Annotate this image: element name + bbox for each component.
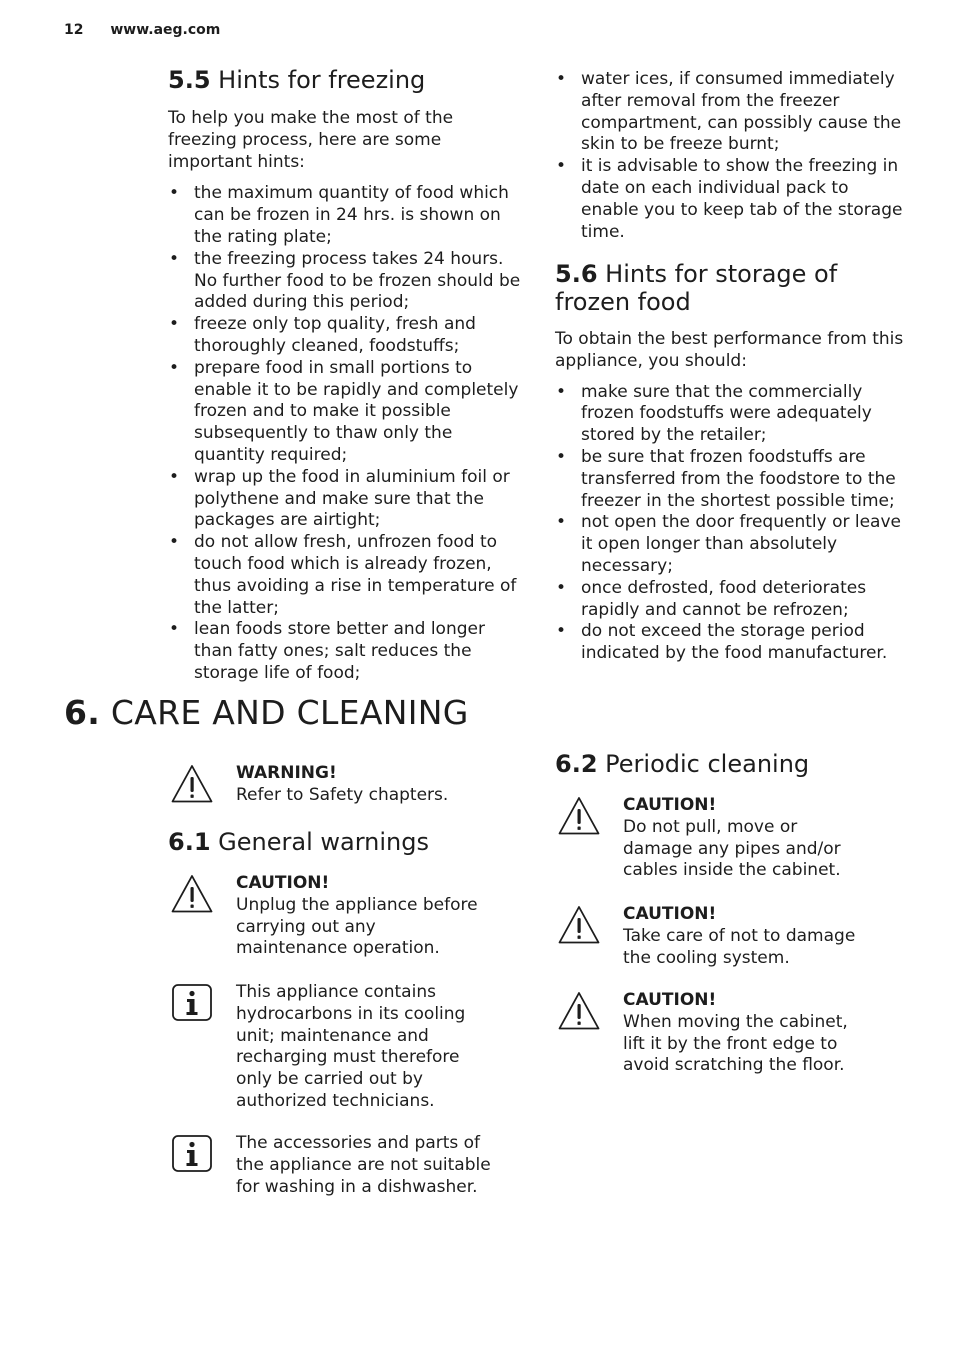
info-icon <box>170 1133 214 1177</box>
page-header <box>64 22 220 38</box>
warning-triangle-icon <box>170 763 214 807</box>
section-6-1 <box>168 828 524 856</box>
section-6-2-heading <box>555 750 911 778</box>
list-item: • the maximum quantity of food which can be frozen in 24 hrs. is shown on the rating plate; <box>168 183 524 248</box>
chapter-6-heading <box>64 693 469 733</box>
caution-text: Take care of not to damage the cooling system. <box>623 925 856 968</box>
warning-triangle-icon <box>557 904 601 948</box>
section-title: General warnings <box>218 828 429 856</box>
list-item: • not open the door frequently or leave it open longer than absolutely necessary; <box>555 512 911 577</box>
section-title: Periodic cleaning <box>605 750 810 778</box>
list-item: • lean foods store better and longer than fatty ones; salt reduces the storage life of food; <box>168 619 524 684</box>
caution-text: Unplug the appliance before carrying out any maintenance operation. <box>236 894 478 959</box>
chapter-number: 6. <box>64 693 101 732</box>
section-5-5-intro: To help you make the most of the freezing process, here are some important hints: <box>168 108 454 172</box>
section-5-6-heading <box>555 260 911 316</box>
caution-text: When moving the cabinet, lift it by the front edge to avoid scratching the floor. <box>623 1011 848 1076</box>
list-item: • be sure that frozen foodstuffs are transferred from the foodstore to the freezer in the shortest possible time; <box>555 447 911 512</box>
section-number: 5.6 <box>555 260 598 288</box>
list-item: • water ices, if consumed immediately after removal from the freezer compartment, can possibly cause the skin to be freeze burnt; <box>555 69 911 156</box>
section-number: 5.5 <box>168 66 211 94</box>
section-6-1-heading <box>168 828 524 856</box>
list-item: • freeze only top quality, fresh and thoroughly cleaned, foodstuffs; <box>168 314 524 358</box>
list-item: • make sure that the commercially frozen foodstuffs were adequately stored by the retailer; <box>555 382 911 447</box>
list-item: • it is advisable to show the freezing in date on each individual pack to enable you to keep tab of the storage time. <box>555 156 911 243</box>
section-title: Hints for storage of frozen food <box>555 260 838 316</box>
caution-title: CAUTION! <box>623 904 717 924</box>
warning-triangle-icon <box>557 990 601 1034</box>
section-5-6-intro: To obtain the best performance from this appliance, you should: <box>555 329 904 371</box>
list-item: • do not allow fresh, unfrozen food to touch food which is already frozen, thus avoiding a rise in temperature of the latter; <box>168 532 524 619</box>
section-5-5 <box>168 66 524 685</box>
list-item: • the freezing process takes 24 hours. No further food to be frozen should be added during this period; <box>168 249 524 314</box>
caution-title: CAUTION! <box>623 795 717 815</box>
info-text: The accessories and parts of the appliance are not suitable for washing in a dishwasher. <box>236 1133 491 1197</box>
chapter-title: CARE AND CLEANING <box>110 693 469 732</box>
section-5-6 <box>555 260 911 665</box>
section-number: 6.2 <box>555 750 598 778</box>
section-number: 6.1 <box>168 828 211 856</box>
info-text: This appliance contains hydrocarbons in its cooling unit; maintenance and recharging must therefore only be carried out by authorized technicians. <box>236 982 466 1111</box>
warning-title: WARNING! <box>236 763 337 783</box>
caution-title: CAUTION! <box>236 873 330 893</box>
info-icon <box>170 982 214 1026</box>
section-5-5-list-continued <box>555 69 911 243</box>
page-number: 12 <box>64 22 84 38</box>
section-5-6-list <box>555 382 911 665</box>
section-5-5-list <box>168 183 524 684</box>
caution-text: Do not pull, move or damage any pipes and/or cables inside the cabinet. <box>623 816 841 881</box>
list-item: • once defrosted, food deteriorates rapidly and cannot be refrozen; <box>555 578 911 622</box>
warning-text: Refer to Safety chapters. <box>236 784 449 805</box>
warning-triangle-icon <box>557 795 601 839</box>
section-title: Hints for freezing <box>218 66 426 94</box>
section-5-5-heading <box>168 66 524 94</box>
list-item: • wrap up the food in aluminium foil or polythene and make sure that the packages are airtight; <box>168 467 524 532</box>
list-item: • do not exceed the storage period indicated by the food manufacturer. <box>555 621 911 665</box>
section-6-2 <box>555 750 911 778</box>
section-5-5-continued <box>555 69 911 243</box>
website-url: www.aeg.com <box>110 22 221 38</box>
warning-triangle-icon <box>170 873 214 917</box>
caution-title: CAUTION! <box>623 990 717 1010</box>
list-item: • prepare food in small portions to enable it to be rapidly and completely frozen and to make it possible subsequently to thaw only the quantity required; <box>168 358 524 467</box>
